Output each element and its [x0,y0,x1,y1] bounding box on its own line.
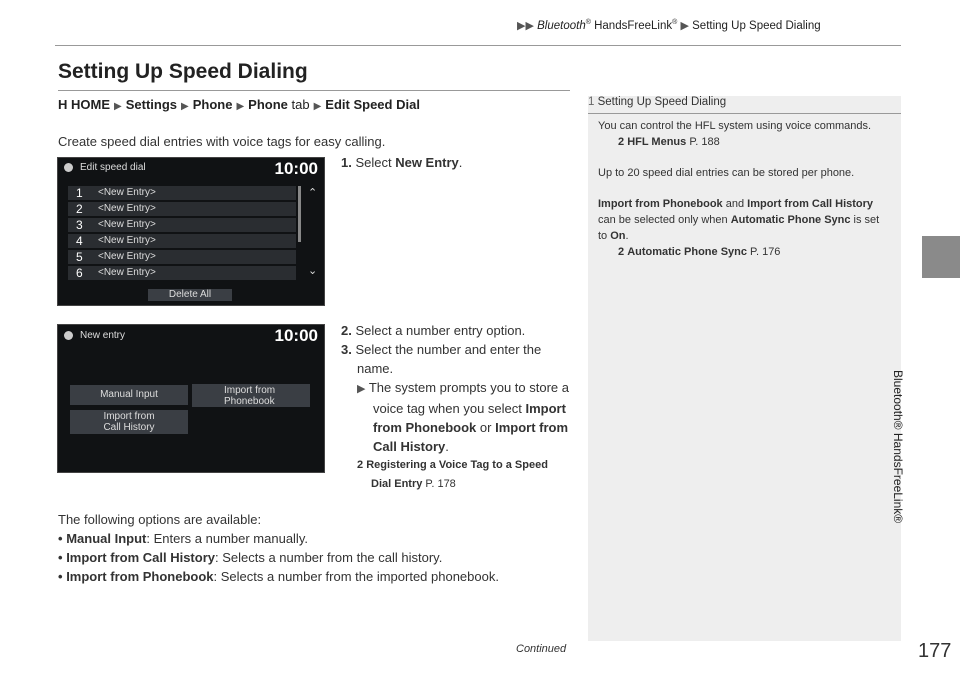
entry-number: 1 [76,186,83,200]
option-desc: : Selects a number from the imported phonebook. [213,569,499,584]
reference-title: Automatic Phone Sync [627,246,747,258]
step-3-reference[interactable] [341,456,571,494]
speed-dial-entry[interactable] [68,266,296,280]
intro-text: Create speed dial entries with voice tags for easy calling. [58,134,386,149]
screen-titlebar [58,325,324,345]
list-item: • Manual Input: Enters a number manually. [58,531,308,546]
speed-dial-entry[interactable] [68,202,296,216]
import-call-history-button[interactable]: Import from Call History [70,410,188,434]
page-number: 177 [918,640,952,662]
scroll-up-icon[interactable]: ⌃ [308,187,318,199]
step-3-sub [341,378,571,456]
chapter-label: Bluetooth® HandsFreeLink® [891,370,905,524]
step-number: 2. [341,323,352,338]
side-paragraph: You can control the HFL system using voice commands. [598,120,872,132]
back-icon[interactable] [64,163,73,172]
options-section [58,510,578,586]
title-rule [58,90,570,91]
triangle-icon: ▶ [181,101,189,112]
reference-title: HFL Menus [627,136,687,148]
screen-title: Edit speed dial [80,162,146,173]
triangle-icon: ▶ [680,20,689,32]
triangle-icon: ▶ [357,383,366,395]
option-label: Import from Phonebook [66,569,214,584]
speed-dial-entry[interactable] [68,186,296,200]
delete-all-button[interactable]: Delete All [148,289,232,301]
step-emphasis: Import from Call History [373,420,569,454]
option-desc: : Selects a number from the call history. [214,550,443,565]
list-item: • Import from Phonebook: Selects a number from the imported phonebook. [58,569,499,584]
breadcrumb-section: Setting Up Speed Dialing [692,20,821,32]
triangle-icon: ▶ [236,101,245,112]
note-icon: 1 [588,96,595,108]
nav-home: HOME [71,97,111,112]
step-text: Select a number entry option. [355,323,526,338]
reference-icon: 2 [357,459,364,471]
triangle-icon: ▶▶ [517,20,534,32]
step-sub-text: The system prompts you to store a voice tag when you select [368,380,569,416]
scrollbar[interactable] [298,186,301,242]
entry-label: <New Entry> [98,235,156,246]
entry-number: 4 [76,234,83,248]
scroll-down-icon[interactable]: ⌄ [308,265,318,277]
step-number: 3. [341,342,352,357]
entry-number: 2 [76,202,83,216]
triangle-icon: ▶ [313,101,322,112]
breadcrumb-bluetooth: Bluetooth [537,20,586,32]
nav-phone: Phone [192,97,233,112]
nav-phone-tab: Phone [248,97,288,112]
entry-number: 6 [76,266,83,280]
reference-page: P. 176 [746,246,781,258]
screen-titlebar [58,158,324,178]
side-reference[interactable]: 2 Automatic Phone Sync P. 176 [618,246,781,258]
entry-label: <New Entry> [98,251,156,262]
side-note-body [598,118,888,260]
header-rule [55,45,901,46]
reg-mark: ® [585,19,591,27]
step-1 [341,155,462,170]
side-paragraph: Up to 20 speed dial entries can be stored per phone. [598,167,855,179]
import-phonebook-button[interactable]: Import from Phonebook [192,384,310,407]
continued-label: Continued [516,643,567,655]
step-number: 1. [341,155,352,170]
nav-path [58,97,420,112]
edit-speed-dial-screen [57,157,325,306]
step-emphasis: Import from Phonebook [373,401,566,435]
steps-2-3 [341,321,571,494]
nav-settings: Settings [125,97,178,112]
manual-input-button[interactable]: Manual Input [70,385,188,405]
step-2 [341,321,571,340]
options-list [58,529,578,586]
options-intro: The following options are available: [58,512,262,527]
breadcrumb [517,19,821,32]
side-note-heading: Setting Up Speed Dialing [597,96,727,108]
entry-label: <New Entry> [98,267,156,278]
clock: 10:00 [274,326,318,345]
nav-tab-word: tab [291,97,310,112]
nav-edit-speed-dial: Edit Speed Dial [325,97,420,112]
side-paragraph: Import from Phonebook and Import from Call History can be selected only when Automatic Phone Sync is set to On. [598,198,880,242]
reference-title: Registering a Voice Tag to a Speed Dial Entry [366,459,548,490]
list-item: • Import from Call History: Selects a number from the call history. [58,550,443,565]
reference-page: P. 188 [686,136,720,148]
speed-dial-entry[interactable] [68,250,296,264]
entry-number: 3 [76,218,83,232]
entry-label: <New Entry> [98,219,156,230]
step-text: or [476,420,496,435]
reg-mark: ® [672,19,678,27]
side-reference[interactable]: 2 HFL Menus P. 188 [618,136,720,148]
entry-label: <New Entry> [98,203,156,214]
option-label: Import from Call History [66,550,215,565]
new-entry-screen [57,324,325,473]
screen-title: New entry [80,330,126,341]
step-emphasis: New Entry [395,155,459,170]
clock: 10:00 [274,159,318,178]
breadcrumb-hfl: HandsFreeLink [590,20,673,32]
chapter-tab [922,236,960,278]
speed-dial-entry[interactable] [68,218,296,232]
step-3 [341,340,571,378]
step-text: Select [355,155,396,170]
option-label: Manual Input [66,531,147,546]
triangle-icon: ▶ [114,101,122,112]
entry-label: <New Entry> [98,187,156,198]
entry-number: 5 [76,250,83,264]
back-icon[interactable] [64,331,73,340]
reference-page: P. 178 [422,478,456,490]
step-text: Select the number and enter the name. [355,342,542,376]
home-prefix-icon: H [58,97,68,112]
speed-dial-entry[interactable] [68,234,296,248]
step-punct: . [458,155,463,170]
step-punct: . [445,439,449,454]
page-title: Setting Up Speed Dialing [58,60,308,83]
side-note-title [588,96,901,114]
option-desc: : Enters a number manually. [146,531,308,546]
